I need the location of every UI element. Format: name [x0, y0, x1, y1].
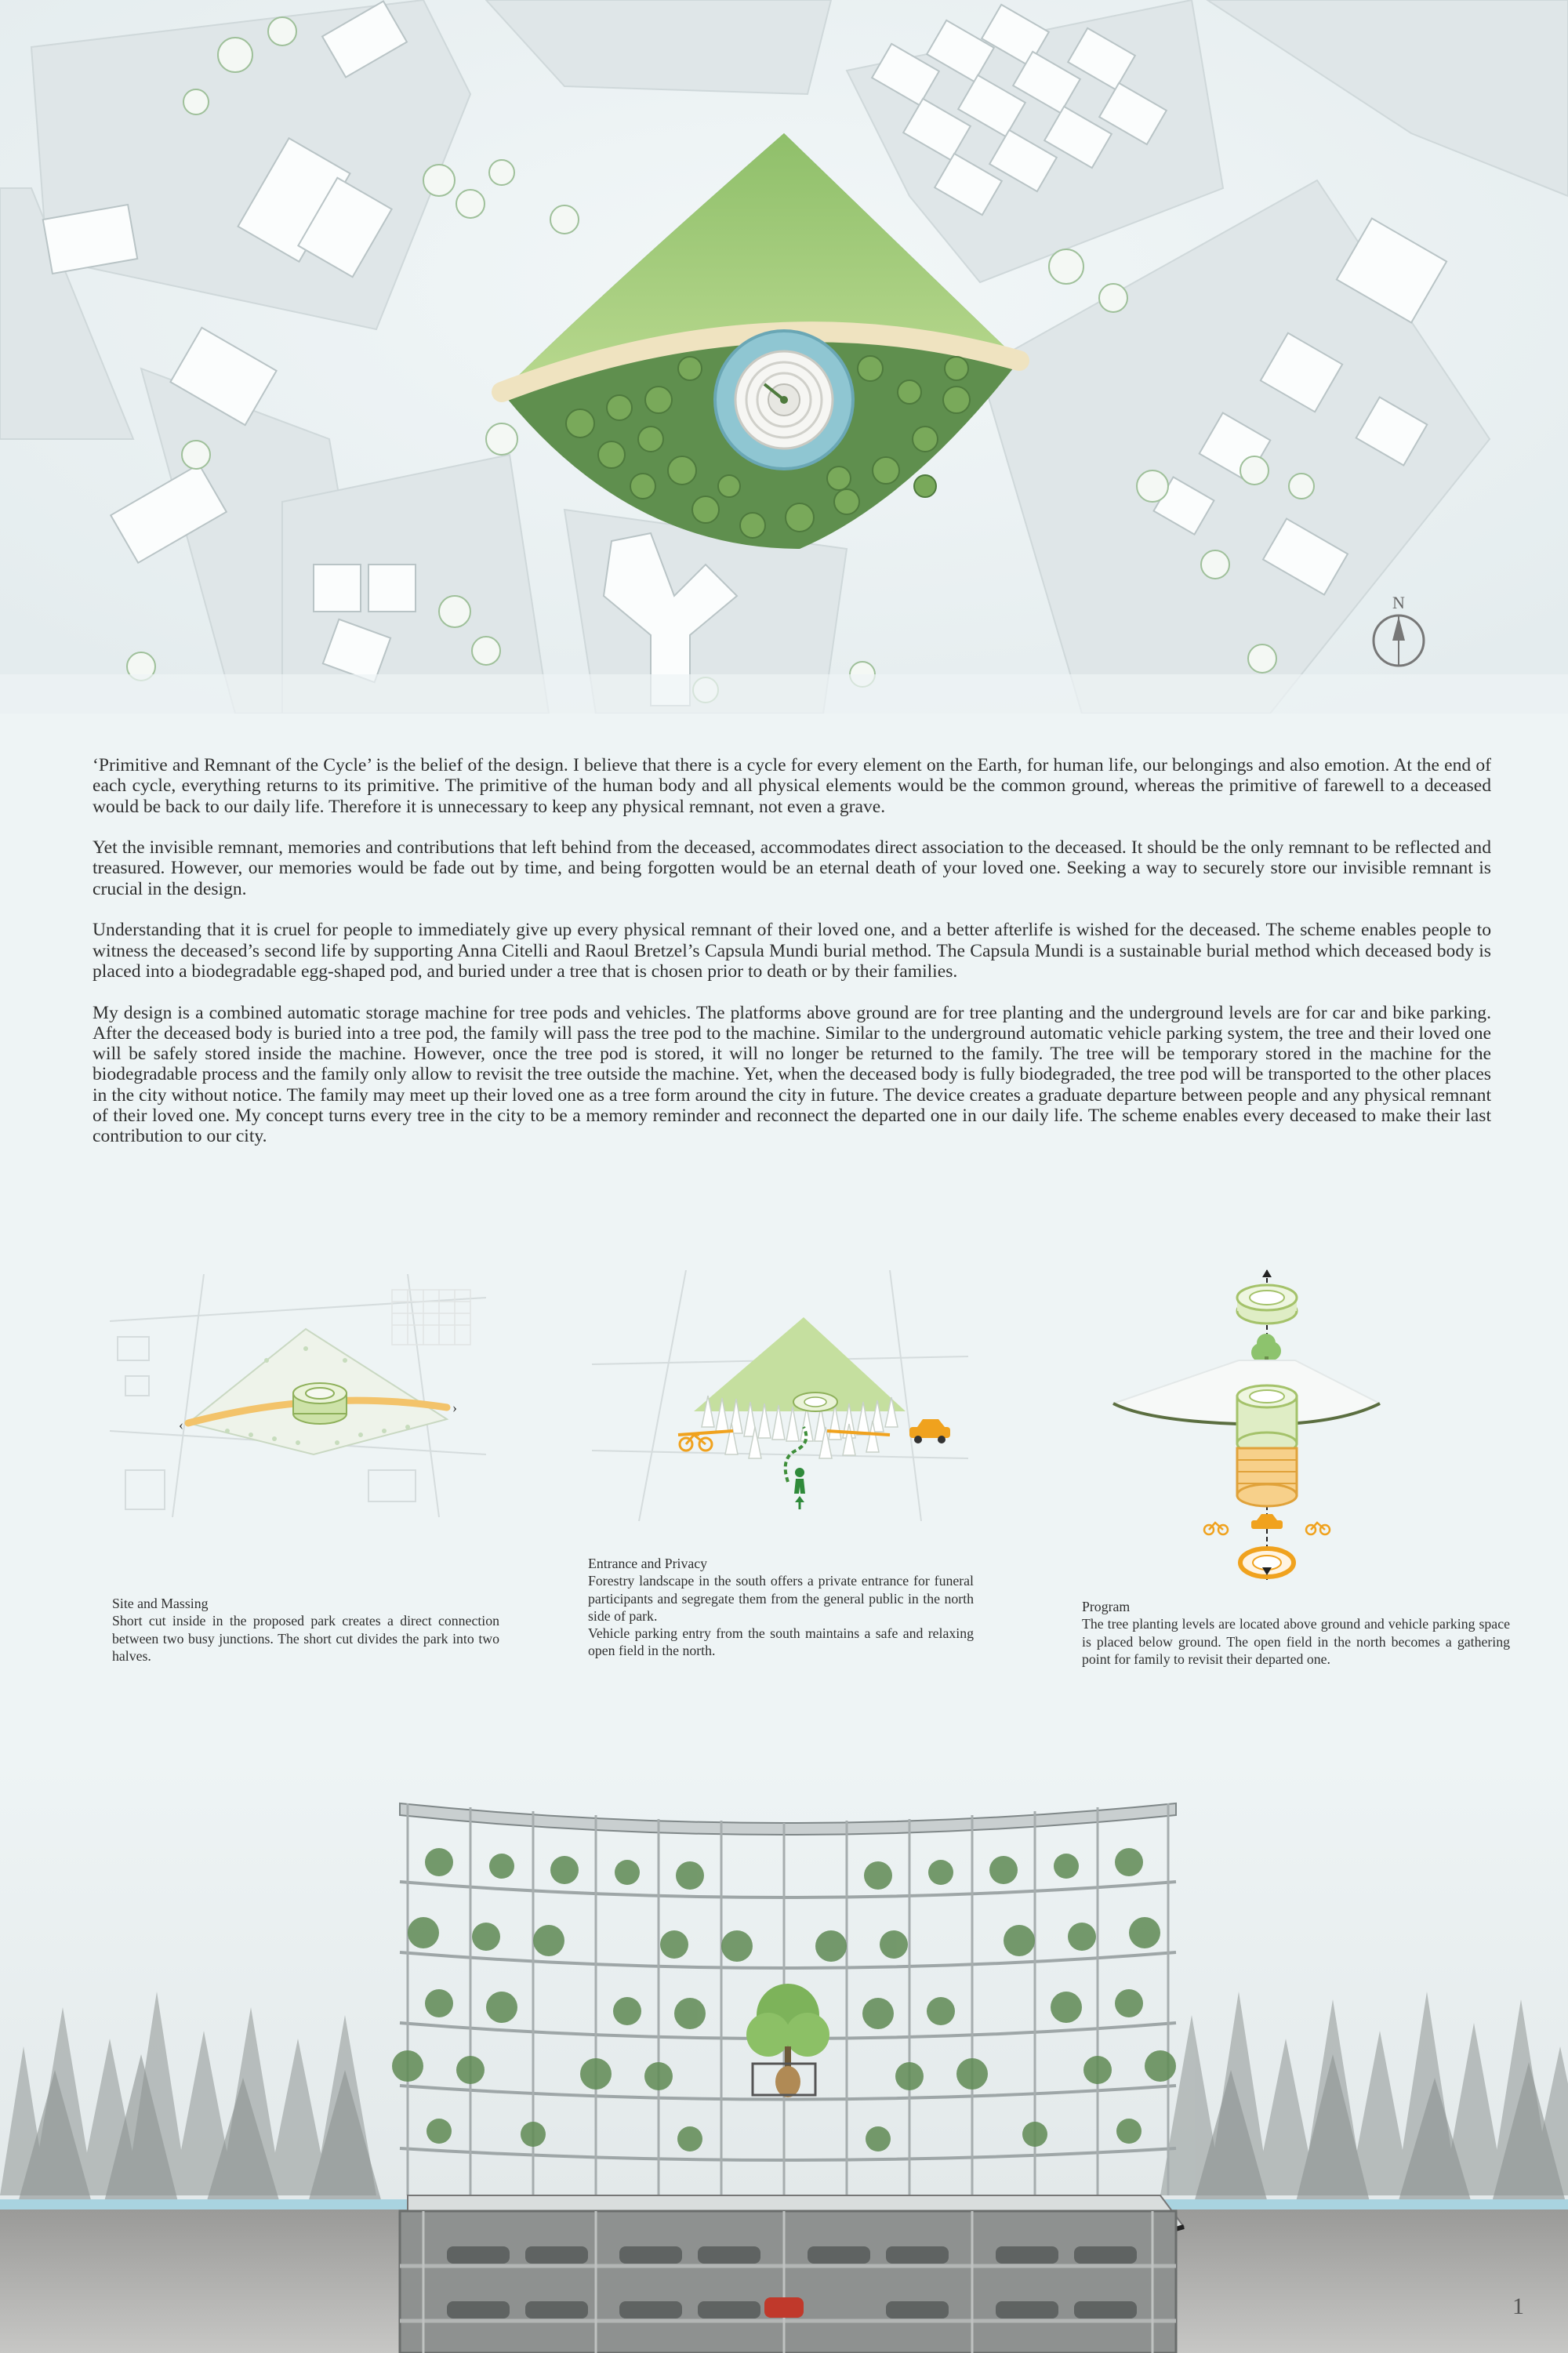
caption-body: Short cut inside in the proposed park creates a direct connection between two busy junctions. The short cut divides the park into two halves.	[112, 1613, 499, 1664]
essay-paragraph: Yet the invisible remnant, memories and contributions that left behind from the deceased, accommodates direct association to the deceased. It should be the only remnant to be reflected and treasured. However, our memories would be fade out by time, and being forgotten would be an eternal death of your loved one. Seeking a way to securely store our invisible remnant is crucial in the design.	[93, 837, 1491, 899]
caption-body: Vehicle parking entry from the south maintains a safe and relaxing open field in the north.	[588, 1625, 974, 1659]
site-massing-diagram	[110, 1274, 486, 1517]
top-ring	[1237, 1285, 1297, 1324]
bicycle-icon	[1306, 1523, 1330, 1534]
planting-cylinder	[1237, 1385, 1297, 1454]
bicycle-icon	[1204, 1523, 1228, 1534]
caption-body: Forestry landscape in the south offers a private entrance for funeral participants and segregate them from the general public in the north side of park.	[588, 1573, 974, 1624]
pedestrian-icon	[794, 1468, 805, 1494]
underground-parking	[400, 2211, 1176, 2353]
svg-text:›: ›	[452, 1400, 457, 1415]
storage-machine-massing	[793, 1393, 837, 1411]
site-plan	[0, 0, 1568, 714]
essay-paragraph: ‘Primitive and Remnant of the Cycle’ is the belief of the design. I believe that there is a cycle for every element on the Earth, for human life, our belongings and also emotion. At the end of each cycle, everything returns to its primitive. The primitive of the human body and all physical elements would be the common ground, whereas the primitive of farewell to a deceased would be back to our daily life. Therefore it is unnecessary to keep any physical remnant, not even a grave.	[93, 755, 1491, 817]
page-number: 1	[1512, 2293, 1524, 2319]
bicycle-icon	[680, 1435, 712, 1451]
caption-title: Site and Massing	[112, 1596, 209, 1611]
essay-paragraph: Understanding that it is cruel for people to immediately give up every physical remnant of their loved one, and a better afterlife is wished for the deceased. The scheme enables people to witness the deceased’s second life by supporting Anna Citelli and Raoul Bretzel’s Capsula Mundi burial method. The Capsula Mundi is a sustainable burial method which deceased body is placed into a biodegradable egg-shaped pod, and buried under a tree that is chosen prior to death or by their families.	[93, 920, 1491, 982]
program-caption	[1082, 1598, 1510, 1668]
car-icon	[1251, 1514, 1283, 1529]
bike-entry	[678, 1431, 733, 1435]
storage-machine-plan	[715, 331, 853, 469]
site-massing-caption	[112, 1595, 499, 1665]
north-label: N	[1392, 593, 1405, 612]
svg-text:‹: ‹	[179, 1417, 183, 1432]
entrance-privacy-diagram	[592, 1270, 968, 1521]
highlighted-car	[764, 2297, 804, 2318]
caption-body: The tree planting levels are located above ground and vehicle parking space is placed below ground. The open field in the north becomes a gathering point for family to revisit their departed one.	[1082, 1616, 1510, 1667]
design-statement	[93, 755, 1491, 1167]
caption-title: Program	[1082, 1599, 1131, 1614]
entrance-privacy-caption	[588, 1555, 974, 1660]
section-drawing	[0, 1756, 1568, 2353]
parking-cylinder	[1237, 1448, 1297, 1506]
storage-machine-massing	[293, 1383, 347, 1424]
tree-pod	[775, 2066, 800, 2097]
car-icon	[909, 1419, 950, 1443]
essay-paragraph: My design is a combined automatic storage machine for tree pods and vehicles. The platforms above ground are for tree planting and the underground levels are for car and bike parking. After the deceased body is buried into a tree pod, the family will pass the tree pod to the machine. Similar to the underground automatic vehicle parking system, the tree and their loved one will be safely stored inside the machine. However, once the tree pod is stored, it will no longer be returned to the family. The tree will be temporary stored in the machine for the biodegradable process and the family only allow to revisit the tree outside the machine. Yet, when the deceased body is fully biodegraded, the tree pod will be transported to the other places in the city without notice. The family may meet up their loved one as a tree form around the city in future. The device creates a graduate departure between people and any physical remnant of their loved one. My concept turns every tree in the city to be a memory reminder and reconnect the departed one in our daily life. The scheme enables every deceased to make their last contribution to our city.	[93, 1002, 1491, 1147]
context-buildings	[392, 1290, 470, 1345]
caption-title: Entrance and Privacy	[588, 1556, 708, 1571]
program-diagram	[1105, 1266, 1388, 1588]
